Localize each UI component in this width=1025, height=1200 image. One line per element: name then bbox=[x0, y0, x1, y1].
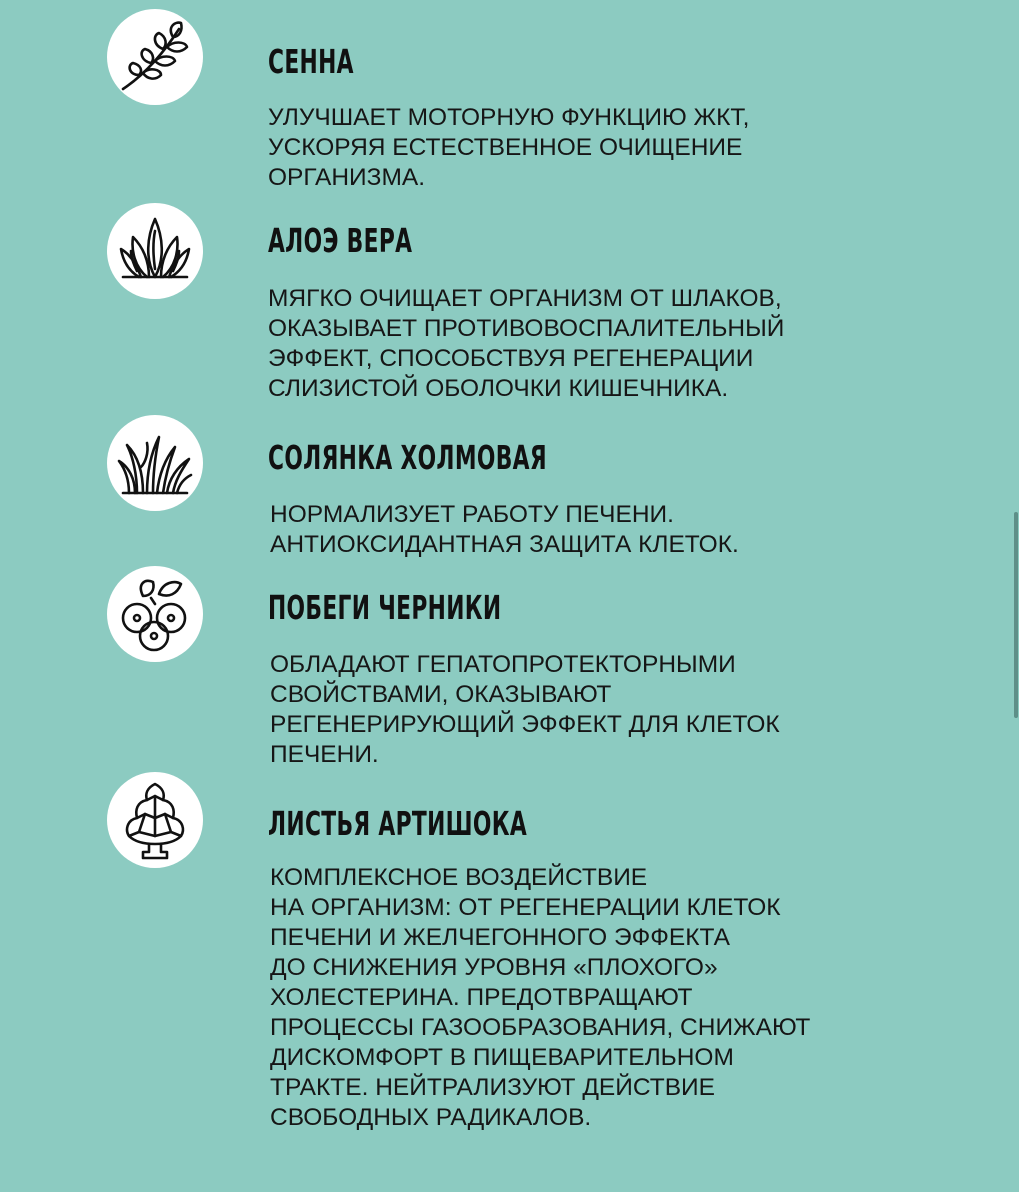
item-title-blueberry: ПОБЕГИ ЧЕРНИКИ bbox=[268, 588, 502, 627]
description-line: НОРМАЛИЗУЕТ РАБОТУ ПЕЧЕНИ. bbox=[270, 501, 674, 528]
vertical-scrollbar[interactable] bbox=[1014, 512, 1018, 718]
description-line: ДИСКОМФОРТ В ПИЩЕВАРИТЕЛЬНОМ bbox=[270, 1044, 734, 1071]
item-description-blueberry bbox=[270, 650, 780, 770]
description-line: СВОБОДНЫХ РАДИКАЛОВ. bbox=[270, 1104, 592, 1131]
description-line: ОРГАНИЗМА. bbox=[268, 164, 426, 191]
description-line: ДО СНИЖЕНИЯ УРОВНЯ «ПЛОХОГО» bbox=[270, 954, 718, 981]
description-line: ЭФФЕКТ, СПОСОБСТВУЯ РЕГЕНЕРАЦИИ bbox=[268, 345, 754, 372]
salsola-icon-badge bbox=[107, 415, 203, 511]
description-line: СВОЙСТВАМИ, ОКАЗЫВАЮТ bbox=[270, 681, 612, 708]
description-line: КОМПЛЕКСНОЕ ВОЗДЕЙСТВИЕ bbox=[270, 864, 648, 891]
item-title-aloe: АЛОЭ ВЕРА bbox=[268, 221, 413, 260]
description-line: ОБЛАДАЮТ ГЕПАТОПРОТЕКТОРНЫМИ bbox=[270, 651, 736, 678]
description-line: МЯГКО ОЧИЩАЕТ ОРГАНИЗМ ОТ ШЛАКОВ, bbox=[268, 285, 782, 312]
description-line: ПЕЧЕНИ. bbox=[270, 741, 379, 768]
description-line: ПЕЧЕНИ И ЖЕЛЧЕГОННОГО ЭФФЕКТА bbox=[270, 924, 730, 951]
description-line: РЕГЕНЕРИРУЮЩИЙ ЭФФЕКТ ДЛЯ КЛЕТОК bbox=[270, 711, 780, 738]
blueberry-icon-badge bbox=[107, 566, 203, 662]
item-title-senna: СЕННА bbox=[268, 42, 354, 81]
item-description-senna bbox=[268, 103, 749, 193]
item-description-aloe bbox=[268, 284, 784, 404]
berries-icon bbox=[115, 574, 195, 654]
description-line: НА ОРГАНИЗМ: ОТ РЕГЕНЕРАЦИИ КЛЕТОК bbox=[270, 894, 781, 921]
description-line: ПРОЦЕССЫ ГАЗООБРАЗОВАНИЯ, СНИЖАЮТ bbox=[270, 1014, 811, 1041]
description-line: ОКАЗЫВАЕТ ПРОТИВОВОСПАЛИТЕЛЬНЫЙ bbox=[268, 315, 785, 342]
herb-branch-icon bbox=[115, 17, 195, 97]
item-description-salsola bbox=[270, 500, 739, 560]
item-title-salsola: СОЛЯНКА ХОЛМОВАЯ bbox=[268, 438, 547, 477]
description-line: АНТИОКСИДАНТНАЯ ЗАЩИТА КЛЕТОК. bbox=[270, 531, 739, 558]
artichoke-icon bbox=[115, 780, 195, 860]
description-line: ХОЛЕСТЕРИНА. ПРЕДОТВРАЩАЮТ bbox=[270, 984, 693, 1011]
grass-icon bbox=[115, 423, 195, 503]
item-title-artichoke: ЛИСТЬЯ АРТИШОКА bbox=[268, 804, 528, 843]
description-line: УЛУЧШАЕТ МОТОРНУЮ ФУНКЦИЮ ЖКТ, bbox=[268, 104, 750, 131]
artichoke-icon-badge bbox=[107, 772, 203, 868]
description-line: УСКОРЯЯ ЕСТЕСТВЕННОЕ ОЧИЩЕНИЕ bbox=[268, 134, 743, 161]
description-line: ТРАКТЕ. НЕЙТРАЛИЗУЮТ ДЕЙСТВИЕ bbox=[270, 1074, 715, 1101]
aloe-vera-icon bbox=[115, 211, 195, 291]
item-description-artichoke bbox=[270, 863, 810, 1133]
description-line: СЛИЗИСТОЙ ОБОЛОЧКИ КИШЕЧНИКА. bbox=[268, 375, 729, 402]
senna-icon-badge bbox=[107, 9, 203, 105]
aloe-icon-badge bbox=[107, 203, 203, 299]
